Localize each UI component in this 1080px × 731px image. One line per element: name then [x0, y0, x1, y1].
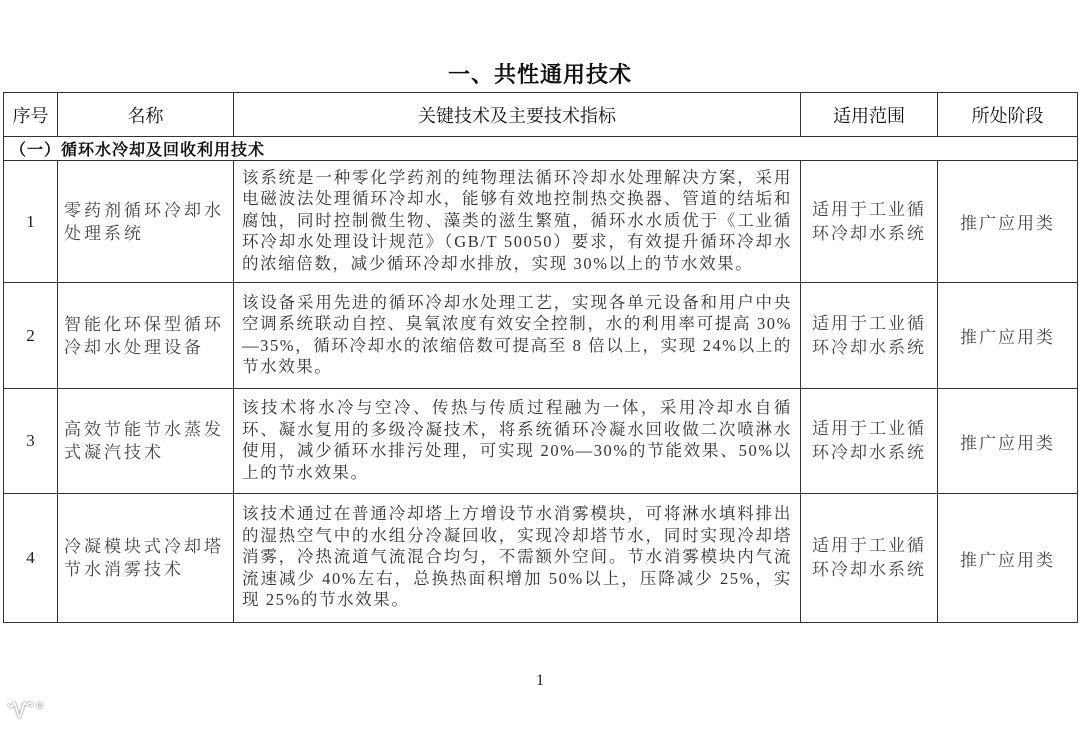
page-number: 1 [536, 672, 544, 689]
row-name: 冷凝模块式冷却塔节水消雾技术 [58, 494, 234, 623]
section-title: （一）循环水冷却及回收利用技术 [4, 137, 1078, 161]
header-name: 名称 [58, 93, 234, 137]
logo-icon: Ꮙ° [8, 698, 46, 723]
row-stage: 推广应用类 [938, 283, 1078, 389]
row-number: 4 [4, 494, 58, 623]
watermark-logo [8, 698, 45, 724]
table-row [4, 494, 1078, 623]
row-scope: 适用于工业循环冷却水系统 [801, 161, 938, 283]
row-scope: 适用于工业循环冷却水系统 [801, 494, 938, 623]
row-name: 高效节能节水蒸发式凝汽技术 [58, 389, 234, 494]
row-number: 3 [4, 389, 58, 494]
header-number: 序号 [4, 93, 58, 137]
table-row [4, 283, 1078, 389]
technology-table [3, 92, 1078, 623]
row-stage: 推广应用类 [938, 494, 1078, 623]
row-scope: 适用于工业循环冷却水系统 [801, 283, 938, 389]
row-description: 该技术将水冷与空冷、传热与传质过程融为一体，采用冷却水自循环、凝水复用的多级冷凝技术，将系统循环冷凝水回收做二次喷淋水使用，减少循环水排污处理，可实现 20%—30%的节能效果、50%以上的节水效果。 [234, 389, 801, 494]
table-header-row [4, 93, 1078, 137]
page-title: 一、共性通用技术 [447, 62, 632, 87]
row-stage: 推广应用类 [938, 161, 1078, 283]
table-row [4, 389, 1078, 494]
row-stage: 推广应用类 [938, 389, 1078, 494]
section-row [4, 137, 1078, 161]
header-scope: 适用范围 [801, 93, 938, 137]
row-name: 零药剂循环冷却水处理系统 [58, 161, 234, 283]
table-row [4, 161, 1078, 283]
row-number: 2 [4, 283, 58, 389]
row-description: 该系统是一种零化学药剂的纯物理法循环冷却水处理解决方案，采用电磁波法处理循环冷却水，能够有效地控制热交换器、管道的结垢和腐蚀，同时控制微生物、藻类的滋生繁殖，循环水水质优于《工业循环冷却水处理设计规范》（GB/T 50050）要求，有效提升循环冷却水的浓缩倍数，减少循环冷却水排放，实现 30%以上的节水效果。 [234, 161, 801, 283]
row-description: 该设备采用先进的循环冷却水处理工艺，实现各单元设备和用户中央空调系统联动自控、臭氧浓度有效安全控制，水的利用率可提高 30%—35%，循环冷却水的浓缩倍数可提高至 8 倍以上，实现 24%以上的节水效果。 [234, 283, 801, 389]
row-scope: 适用于工业循环冷却水系统 [801, 389, 938, 494]
header-stage: 所处阶段 [938, 93, 1078, 137]
row-name: 智能化环保型循环冷却水处理设备 [58, 283, 234, 389]
header-key-tech: 关键技术及主要技术指标 [234, 93, 801, 137]
row-description: 该技术通过在普通冷却塔上方增设节水消雾模块，可将淋水填料排出的湿热空气中的水组分冷凝回收，实现冷却塔节水，同时实现冷却塔消雾，冷热流道气流混合均匀，不需额外空间。节水消雾模块内气流流速减少 40%左右，总换热面积增加 50%以上，压降减少 25%，实现 25%的节水效果。 [234, 494, 801, 623]
row-number: 1 [4, 161, 58, 283]
